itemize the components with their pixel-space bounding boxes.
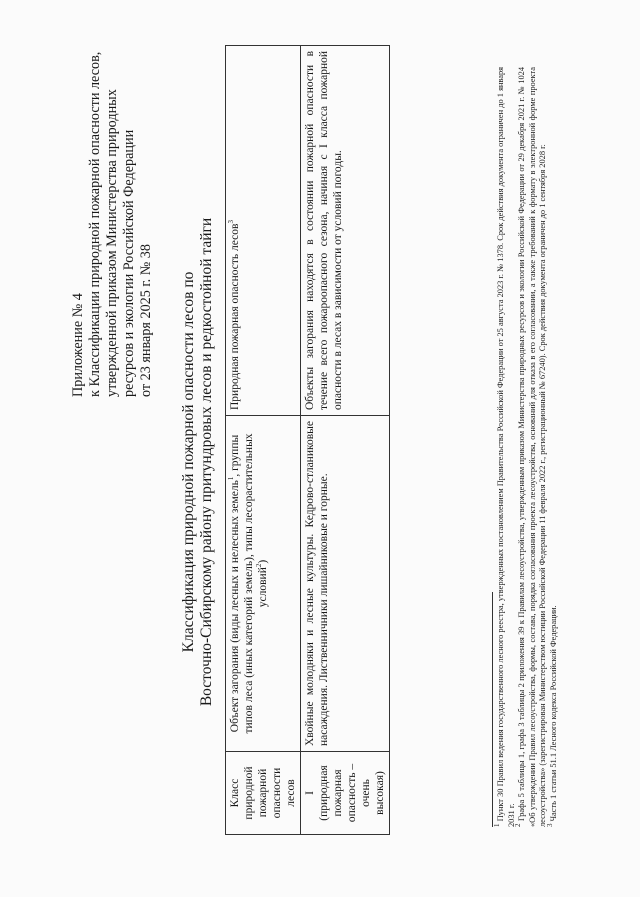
footnote-text: Пункт 30 Правил ведения государственного лесного реестра, утвержденных постановлением Правительства Российской Федерации от 25 августа 2023 г. № 1378. Срок действия документа ограничен до 1 января 2031 г. [496, 66, 516, 827]
footnote-divider [492, 592, 493, 827]
footnote-mark: 3 [546, 823, 555, 827]
class-description: (природная пожарная опасность – очень высокая) [318, 763, 386, 823]
class-number: I [304, 791, 316, 795]
footnotes [493, 66, 560, 827]
table-header-row [226, 46, 301, 835]
appendix-line: Приложение № 4 [70, 293, 86, 397]
header-object-part-a: Объект загорания (виды лесных и нелесных земель [229, 480, 241, 733]
appendix-line: от 23 января 2025 г. № 38 [138, 244, 154, 397]
appendix-line: ресурсов и экологии Российской Федерации [121, 129, 137, 397]
header-danger [226, 46, 301, 416]
footnote-item [493, 66, 517, 827]
appendix-line: утвержденной приказом Министерства природных [104, 89, 120, 397]
footnote-ref: 2 [255, 563, 264, 568]
classification-table [225, 45, 390, 835]
header-object-part-c: ) [257, 559, 269, 564]
cell-danger: Объекты загорания находятся в состоянии пожарной опасности в течение всего пожароопасного сезона, начиная с I класса пожарной опасности в лесах в зависимости от условий погоды. [301, 46, 390, 416]
title-line-2: Восточно-Сибирскому району притундровых лесов и редкостойной тайги [198, 217, 215, 707]
header-danger-label: Природная пожарная опасность лесов [229, 223, 241, 410]
appendix-line: к Классификации природной пожарной опасности лесов, [87, 51, 103, 397]
header-object [226, 416, 301, 752]
footnote-ref: 1 [227, 476, 236, 481]
appendix-header [70, 51, 155, 397]
footnote-mark: 2 [514, 823, 523, 827]
rotated-content [0, 51, 580, 897]
footnote-item [514, 66, 549, 827]
header-object-part-b: , группы типов леса (иных категорий земель), типы лесорастительных условий [229, 433, 269, 734]
footnote-ref: 3 [227, 220, 236, 224]
footnote-text: Часть 1 статьи 51.1 Лесного кодекса Российской Федерации. [548, 605, 558, 822]
cell-class [301, 752, 390, 835]
cell-object: Хвойные молодняки и лесные культуры. Кедрово-стланиковые насаждения. Лиственничники лишайниковые и горные. [301, 416, 390, 752]
header-class: Класс природной пожарной опасности лесов [226, 752, 301, 835]
table-row [301, 46, 390, 835]
footnote-text: Графа 5 таблицы 1, графа 3 таблицы 2 приложения 39 к Правилам лесоустройства, утвержденным приказом Министерства природных ресурсов и экологии Российской Федерации от 29 декабря 2021 г. № 1024 «Об утверждении Правил лесоустройства, формы, состава, порядка согласования проекта лесоустройства, оснований для отказа в его согласовании, а также требований к формату в электронной форме проекта лесоустройства» (зарегистрирован Министерством юстиции Российской Федерации 11 февраля 2022 г., регистрационный № 67240). Срок действия документа ограничен до 1 сентября 2028 г. [517, 66, 548, 827]
footnote-item [546, 67, 560, 827]
title-line-1: Классификация природной пожарной опасности лесов по [180, 271, 197, 653]
footnote-mark: 1 [493, 823, 502, 827]
document-title [180, 177, 216, 747]
